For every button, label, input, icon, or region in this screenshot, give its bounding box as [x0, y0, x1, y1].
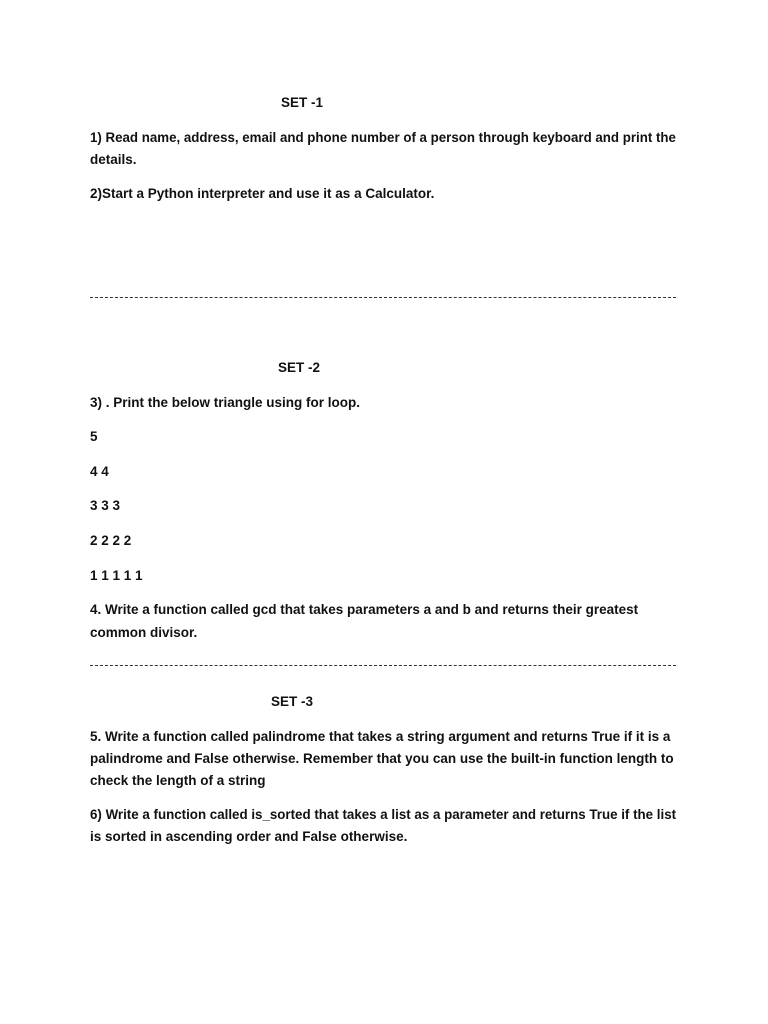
question-5-line-3: check the length of a string	[90, 773, 266, 788]
question-5-line-2: palindrome and False otherwise. Remember that you can use the built-in function length to	[90, 751, 674, 766]
question-5-line-1: 5. Write a function called palindrome that takes a string argument and returns True if it is a	[90, 729, 671, 744]
question-4-line-2: common divisor.	[90, 625, 198, 640]
question-3: 3) . Print the below triangle using for loop.	[90, 395, 361, 410]
set2-heading: SET -2	[278, 360, 321, 375]
triangle-row-5: 1 1 1 1 1	[90, 568, 143, 583]
question-6-line-2: is sorted in ascending order and False otherwise.	[90, 829, 408, 844]
question-2: 2)Start a Python interpreter and use it as a Calculator.	[90, 186, 435, 201]
question-4-line-1: 4. Write a function called gcd that takes parameters a and b and returns their greatest	[90, 602, 639, 617]
question-1-line-2: details.	[90, 152, 137, 167]
question-1-line-1: 1) Read name, address, email and phone number of a person through keyboard and print the	[90, 130, 676, 145]
triangle-row-4: 2 2 2 2	[90, 533, 132, 548]
triangle-row-3: 3 3 3	[90, 498, 121, 513]
question-6-line-1: 6) Write a function called is_sorted that takes a list as a parameter and returns True if the list	[90, 807, 677, 822]
set1-heading: SET -1	[281, 95, 324, 110]
separator-line-1	[90, 297, 676, 298]
triangle-row-2: 4 4	[90, 464, 109, 479]
set3-heading: SET -3	[271, 694, 314, 709]
triangle-row-1: 5	[90, 429, 98, 444]
separator-line-2	[90, 665, 676, 666]
